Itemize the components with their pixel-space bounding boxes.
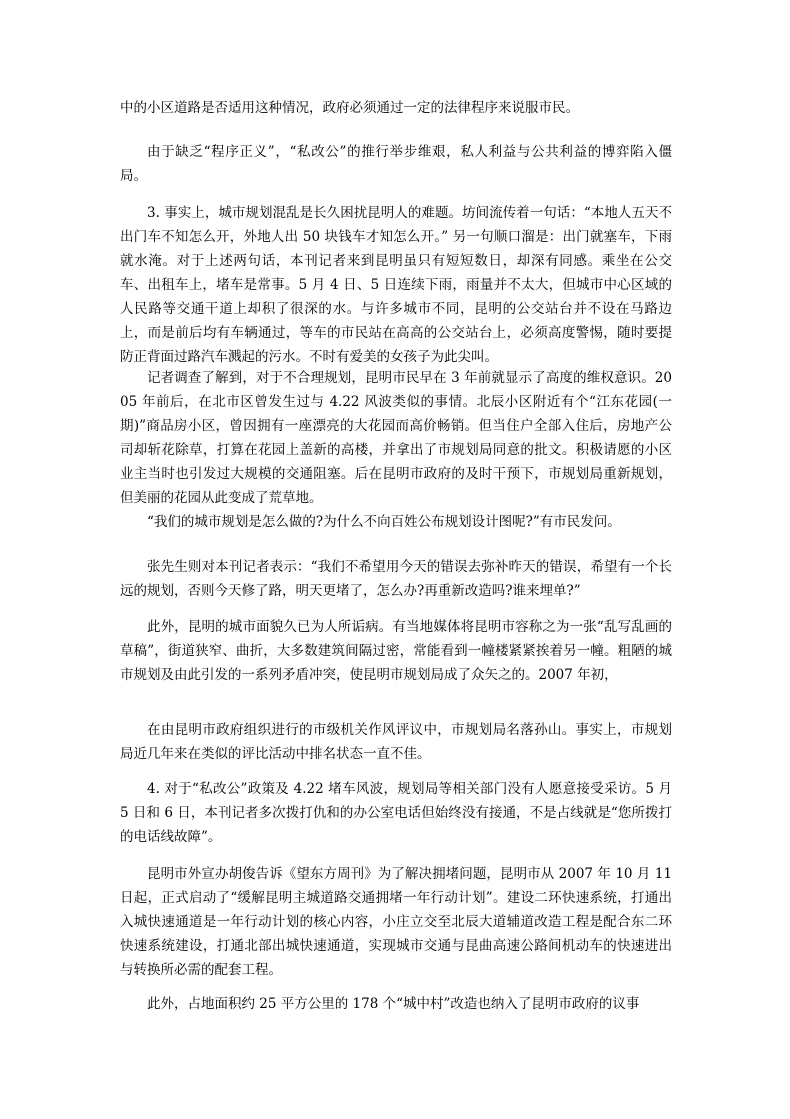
paragraph: 中的小区道路是否适用这种情况，政府必须通过一定的法律程序来说服市民。 <box>120 100 579 116</box>
paragraph: 4. 对于“私改公”政策及 4.22 堵车风波，规划局等相关部门没有人愿意接受采访。5 月 5 日和 6 日，本刊记者多次拨打仇和的办公室电话但始终没有接通，不是占线就是“您所拨打的电话线故障”。 <box>120 781 672 845</box>
paragraph: 记者调查了解到，对于不合理规划，昆明市民早在 3 年前就显示了高度的维权意识。2005 年前后，在北市区曾发生过与 4.22 风波类似的事情。北辰小区附近有个“江东花园(一期)”商品房小区，曾因拥有一座漂亮的大花园而高价畅销。但当住户全部入住后，房地产公司却斩花除草，打算在花园上盖新的高楼，并拿出了市规划局同意的批文。积极请愿的小区业主当时也引发过大规模的交通阻塞。后在昆明市政府的及时干预下，市规划局重新规划，但美丽的花园从此变成了荒草地。 <box>120 370 672 506</box>
paragraph: 张先生则对本刊记者表示：“我们不希望用今天的错误去弥补昨天的错误，希望有一个长远的规划，否则今天修了路，明天更堵了，怎么办?再重新改造吗?谁来埋单?” <box>120 559 672 599</box>
paragraph: 在由昆明市政府组织进行的市级机关作风评议中，市规划局名落孙山。事实上，市规划局近几年来在类似的评比活动中排名状态一直不佳。 <box>120 722 672 762</box>
paragraph: 此外，占地面积约 25 平方公里的 178 个“城中村”改造也纳入了昆明市政府的议事 <box>147 996 640 1012</box>
paragraph: 昆明市外宣办胡俊告诉《望东方周刊》为了解决拥堵问题，昆明市从 2007 年 10 月 11 日起，正式启动了“缓解昆明主城道路交通拥堵一年行动计划”。建设二环快速系统，打通出入城快速通道是一年行动计划的核心内容，小庄立交至北辰大道辅道改造工程是配合东二环快速系统建设，打通北部出城快速通道，实现城市交通与昆曲高速公路间机动车的快速进出与转换所必需的配套工程。 <box>120 866 672 978</box>
paragraph: “我们的城市规划是怎么做的?为什么不向百姓公布规划设计图呢?”有市民发问。 <box>147 514 621 530</box>
paragraph: 由于缺乏“程序正义”，“私改公”的推行举步维艰，私人利益与公共利益的博弈陷入僵局。 <box>120 144 672 184</box>
paragraph: 此外，昆明的城市面貌久已为人所诟病。有当地媒体将昆明市容称之为一张“乱写乱画的草稿”，街道狭窄、曲折，大多数建筑间隔过密，常能看到一幢楼紧紧挨着另一幢。粗陋的城市规划及由此引发的一系列矛盾冲突，使昆明市规划局成了众矢之的。2007 年初， <box>120 619 672 683</box>
paragraph: 3. 事实上，城市规划混乱是长久困扰昆明人的难题。坊间流传着一句话：“本地人五天不出门车不知怎么开，外地人出 50 块钱车才知怎么开。” 另一句顺口溜是：出门就塞车，下雨就水淹。对于上述两句话，本刊记者来到昆明虽只有短短数日，却深有同感。乘坐在公交车、出租车上，堵车是常事。5 月 4 日、5 日连续下雨，雨量并不太大，但城市中心区域的人民路等交通干道上却积了很深的水。与许多城市不同，昆明的公交站台并不设在马路边上，而是前后均有车辆通过，等车的市民站在高高的公交站台上，必须高度警惕，随时要提防正背面过路汽车溅起的污水。不时有爱美的女孩子为此尖叫。 <box>120 205 672 365</box>
